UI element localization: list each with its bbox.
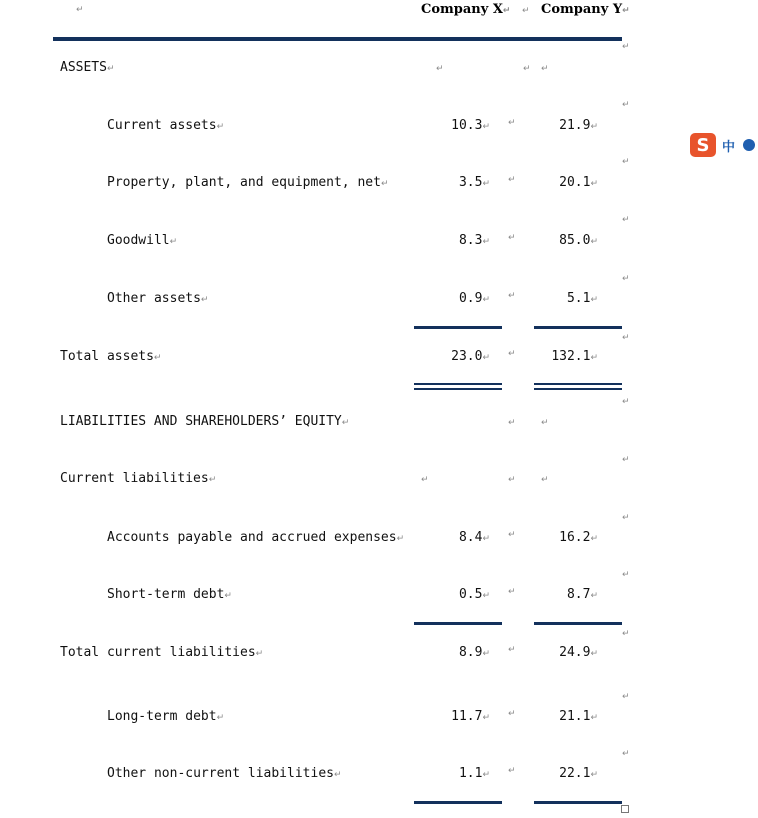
return-mark: ↵	[396, 534, 405, 544]
return-mark: ↵	[341, 418, 350, 428]
subtotal-underline-x	[414, 622, 502, 625]
return-mark: ↵	[590, 353, 598, 363]
return-mark: ↵	[482, 649, 490, 659]
table-row	[0, 766, 640, 786]
row-label	[107, 233, 177, 248]
company-y-value-text: 21.9	[559, 118, 591, 133]
row-label	[60, 414, 349, 429]
table-row-total	[0, 349, 640, 369]
return-mark: ↵	[482, 237, 490, 247]
company-x-value-text: 0.5	[458, 587, 483, 602]
company-x-value	[432, 766, 490, 781]
row-end-mark: ↵	[622, 100, 630, 110]
cell-mark: ↵	[541, 64, 549, 74]
table-row	[0, 530, 640, 550]
company-x-value	[432, 291, 490, 306]
return-mark: ↵	[482, 534, 490, 544]
column-header-company-x-text: Company X	[421, 2, 503, 17]
header-rule	[53, 37, 622, 41]
table-row	[0, 233, 640, 253]
company-y-value-text: 16.2	[559, 530, 591, 545]
row-end-mark: ↵	[622, 274, 630, 284]
row-end-mark: ↵	[622, 333, 630, 343]
return-mark: ↵	[590, 179, 598, 189]
table-row	[0, 709, 640, 729]
row-end-mark: ↵	[622, 42, 630, 52]
company-x-value-text: 8.3	[458, 233, 483, 248]
return-mark: ↵	[590, 237, 598, 247]
row-label	[107, 175, 388, 190]
company-x-value-text: 10.3	[451, 118, 483, 133]
cell-mark: ↵	[508, 233, 516, 243]
cell-mark: ↵	[508, 645, 516, 655]
row-label	[60, 471, 216, 486]
company-y-value	[548, 175, 598, 190]
cell-mark: ↵	[421, 475, 429, 485]
cell-mark: ↵	[508, 418, 516, 428]
table-row-total	[0, 645, 640, 665]
cell-mark: ↵	[508, 587, 516, 597]
company-y-value-text: 5.1	[566, 291, 591, 306]
row-label-text: Accounts payable and accrued expenses	[107, 530, 397, 545]
header-separator-mark: ↵	[522, 6, 530, 16]
return-mark: ↵	[590, 649, 598, 659]
company-y-value	[548, 530, 598, 545]
table-resize-handle[interactable]	[621, 805, 629, 813]
company-y-value	[548, 349, 598, 364]
company-y-value	[548, 645, 598, 660]
cell-mark: ↵	[508, 291, 516, 301]
row-label-text: Long-term debt	[107, 709, 217, 724]
company-y-value	[548, 118, 598, 133]
ime-language-toggle[interactable]: 中	[722, 139, 736, 155]
cell-mark: ↵	[508, 475, 516, 485]
return-mark: ↵	[224, 591, 232, 601]
return-mark: ↵	[153, 353, 162, 363]
column-header-company-y-text: Company Y	[541, 2, 623, 17]
company-y-value-text: 20.1	[559, 175, 591, 190]
sogou-logo-icon[interactable]: S	[690, 133, 716, 157]
company-x-value-text: 3.5	[458, 175, 483, 190]
moon-icon[interactable]	[743, 139, 755, 151]
total-double-underline-y	[534, 383, 622, 390]
row-label-text: ASSETS	[60, 60, 107, 75]
company-x-value	[432, 530, 490, 545]
company-x-value-text: 23.0	[451, 349, 483, 364]
return-mark: ↵	[590, 295, 598, 305]
company-y-value-text: 132.1	[551, 349, 591, 364]
return-mark: ↵	[255, 649, 264, 659]
return-mark: ↵	[590, 122, 598, 132]
company-x-value	[432, 175, 490, 190]
company-y-value	[548, 291, 598, 306]
subtotal-underline-x	[414, 801, 502, 804]
company-y-value	[548, 587, 598, 602]
ime-toolbar[interactable]	[690, 133, 758, 157]
row-label	[107, 118, 224, 133]
row-label	[107, 291, 208, 306]
return-mark: ↵	[106, 64, 115, 74]
cell-mark: ↵	[541, 475, 549, 485]
return-mark: ↵	[169, 237, 178, 247]
row-label	[107, 766, 342, 781]
cell-mark: ↵	[508, 175, 516, 185]
company-x-value	[432, 349, 490, 364]
company-x-value-text: 0.9	[458, 291, 483, 306]
cell-mark: ↵	[436, 64, 444, 74]
company-y-value-text: 8.7	[566, 587, 591, 602]
company-y-value-text: 22.1	[559, 766, 591, 781]
row-label-text: Property, plant, and equipment, net	[107, 175, 381, 190]
return-mark: ↵	[482, 770, 490, 780]
row-label	[107, 709, 224, 724]
return-mark: ↵	[216, 713, 225, 723]
company-x-value	[432, 587, 490, 602]
row-label-text: Current assets	[107, 118, 217, 133]
row-label-text: Total assets	[60, 349, 154, 364]
return-mark: ↵	[590, 770, 598, 780]
row-end-mark: ↵	[622, 692, 630, 702]
company-y-value-text: 24.9	[559, 645, 591, 660]
table-row	[0, 60, 640, 80]
row-label	[60, 60, 115, 75]
row-label	[107, 587, 232, 602]
row-label	[60, 645, 263, 660]
row-end-mark: ↵	[622, 749, 630, 759]
row-label-text: Other non-current liabilities	[107, 766, 334, 781]
table-row	[0, 414, 640, 434]
cell-mark: ↵	[508, 349, 516, 359]
row-label-text: Total current liabilities	[60, 645, 256, 660]
table-row	[0, 118, 640, 138]
row-end-mark: ↵	[622, 397, 630, 407]
cell-mark: ↵	[508, 530, 516, 540]
return-mark: ↵	[482, 122, 490, 132]
cell-mark: ↵	[523, 64, 531, 74]
subtotal-underline-x	[414, 326, 502, 329]
return-mark: ↵	[482, 295, 490, 305]
return-mark: ↵	[622, 6, 630, 16]
table-row	[0, 291, 640, 311]
table-row	[0, 471, 640, 491]
row-label-text: Goodwill	[107, 233, 170, 248]
row-label-text: LIABILITIES AND SHAREHOLDERS’ EQUITY	[60, 414, 342, 429]
row-label-text: Other assets	[107, 291, 201, 306]
company-x-value	[432, 709, 490, 724]
row-end-mark: ↵	[622, 455, 630, 465]
column-header-company-x	[421, 2, 510, 17]
company-y-value	[548, 233, 598, 248]
subtotal-underline-y	[534, 326, 622, 329]
cell-mark: ↵	[508, 118, 516, 128]
company-x-value	[432, 118, 490, 133]
row-end-mark: ↵	[622, 513, 630, 523]
column-header-company-y	[541, 2, 630, 17]
company-x-value-text: 1.1	[458, 766, 483, 781]
company-y-value-text: 21.1	[559, 709, 591, 724]
return-mark: ↵	[200, 295, 209, 305]
company-x-value	[432, 645, 490, 660]
row-end-mark: ↵	[622, 215, 630, 225]
company-x-value-text: 8.4	[458, 530, 483, 545]
row-label	[107, 530, 404, 545]
return-mark: ↵	[482, 591, 490, 601]
total-double-underline-x	[414, 383, 502, 390]
table-row	[0, 175, 640, 195]
row-label-text: Short-term debt	[107, 587, 225, 602]
row-end-mark: ↵	[622, 629, 630, 639]
cell-mark: ↵	[541, 418, 549, 428]
return-mark: ↵	[590, 713, 598, 723]
return-mark: ↵	[208, 475, 217, 485]
company-x-value-text: 8.9	[458, 645, 483, 660]
cell-mark: ↵	[508, 709, 516, 719]
row-label-text: Current liabilities	[60, 471, 209, 486]
company-x-value-text: 11.7	[451, 709, 483, 724]
company-y-value	[548, 766, 598, 781]
return-mark: ↵	[216, 122, 225, 132]
company-y-value-text: 85.0	[559, 233, 591, 248]
return-mark: ↵	[590, 534, 598, 544]
return-mark: ↵	[502, 6, 511, 16]
table-row	[0, 587, 640, 607]
subtotal-underline-y	[534, 801, 622, 804]
return-mark: ↵	[590, 591, 598, 601]
company-y-value	[548, 709, 598, 724]
return-mark: ↵	[380, 179, 389, 189]
row-end-mark: ↵	[622, 570, 630, 580]
return-mark: ↵	[482, 179, 490, 189]
cell-mark: ↵	[508, 766, 516, 776]
subtotal-underline-y	[534, 622, 622, 625]
return-mark: ↵	[482, 713, 490, 723]
return-mark: ↵	[333, 770, 342, 780]
return-mark: ↵	[482, 353, 490, 363]
company-x-value	[432, 233, 490, 248]
row-label	[60, 349, 161, 364]
row-end-mark: ↵	[622, 157, 630, 167]
header-empty-cell-mark: ↵	[76, 5, 84, 15]
